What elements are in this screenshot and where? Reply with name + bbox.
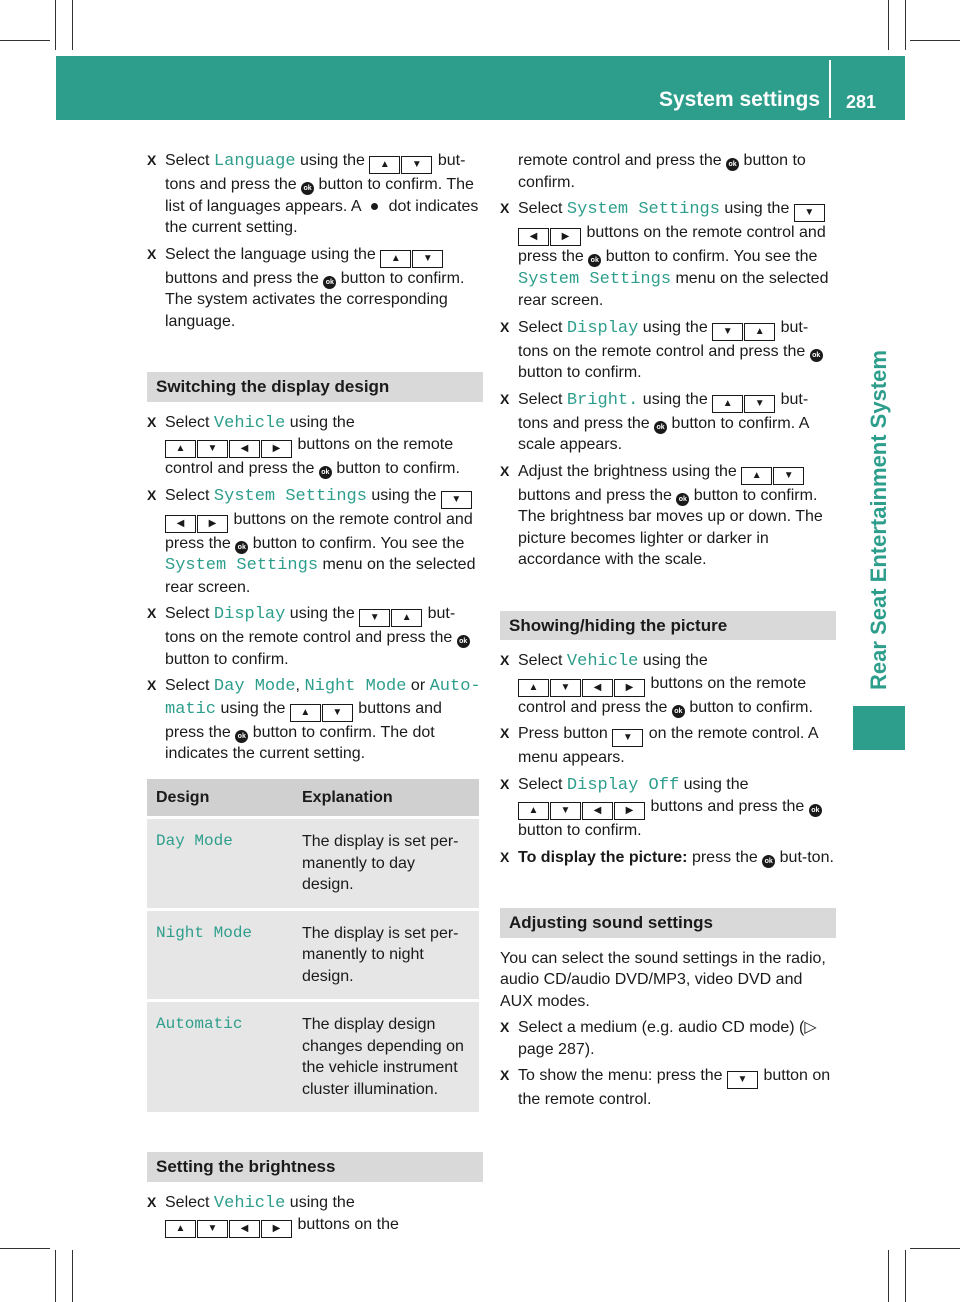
menu-item-brightness: Bright. — [566, 390, 639, 410]
instruction-step: X Select System Settings using the ▼◀ ▶ buttons on the remote control and press the ok button to confirm. You see the System Settings menu on the selected rear screen. — [500, 200, 829, 309]
left-button-icon: ◀ — [582, 679, 613, 697]
menu-item-system-settings: System Settings — [518, 269, 672, 289]
chapter-tab — [853, 706, 905, 750]
step-marker-icon: X — [500, 1019, 510, 1035]
crop-mark — [0, 40, 50, 41]
step-marker-icon: X — [500, 848, 510, 865]
ok-button-icon: ok — [654, 421, 667, 434]
right-button-icon: ▶ — [197, 515, 228, 533]
intro-paragraph: You can select the sound settings in the radio, audio CD/audio DVD/MP3, video DVD and AUX modes. — [500, 949, 826, 1010]
up-button-icon: ▲ — [165, 1220, 196, 1238]
instruction-step: X Select Display using the ▼ ▲ but-tons on the remote control and press the ok button to confirm. — [147, 603, 483, 670]
dot-icon — [371, 203, 378, 210]
instruction-step-continued: remote control and press the ok button to confirm. — [518, 152, 806, 191]
left-button-icon: ◀ — [582, 802, 613, 820]
left-button-icon: ◀ — [518, 228, 549, 246]
up-button-icon: ▲ — [369, 156, 400, 174]
ok-button-icon: ok — [809, 804, 822, 817]
step-marker-icon: X — [147, 413, 157, 430]
chapter-label: Rear Seat Entertainment System — [866, 350, 891, 690]
page-reference-link[interactable]: page 287). — [518, 1040, 595, 1058]
instruction-step: X Select Day Mode, Night Mode or Auto-matic using the ▲ ▼ buttons and press the ok button to confirm. The dot indicates the current setting. — [147, 677, 481, 762]
ok-button-icon: ok — [319, 466, 332, 479]
table-row — [147, 1001, 479, 1113]
display-design-table — [147, 779, 479, 1113]
step-marker-icon: X — [147, 1193, 157, 1210]
down-button-icon: ▼ — [712, 323, 743, 341]
right-button-icon: ▶ — [261, 440, 292, 458]
instruction-step: X To display the picture: press the ok but-ton. — [500, 847, 836, 869]
ok-button-icon: ok — [323, 276, 336, 289]
table-row — [147, 909, 479, 1001]
instruction-step: X Select Language using the ▲ ▼ but-tons and press the ok button to confirm. The list of languages appears. A dot indicates the current setting. — [147, 152, 479, 236]
up-button-icon: ▲ — [290, 704, 321, 722]
down-button-icon: ▼ — [794, 204, 825, 222]
page-title: System settings — [658, 88, 820, 111]
crop-mark — [72, 0, 73, 50]
table-cell-design: Automatic — [147, 1001, 293, 1113]
step-marker-icon: X — [147, 486, 157, 503]
up-button-icon: ▲ — [518, 802, 549, 820]
up-button-icon: ▲ — [712, 395, 743, 413]
instruction-step: X Select Vehicle using the ▲ ▼ ◀ ▶ buttons on the remote control and press the ok button to confirm. — [147, 413, 460, 477]
menu-item-vehicle: Vehicle — [213, 413, 286, 433]
crop-mark — [0, 1248, 50, 1249]
step-marker-icon: X — [147, 245, 157, 262]
ok-button-icon: ok — [235, 541, 248, 554]
menu-item-display: Display — [566, 318, 639, 338]
instruction-step: X Select Display Off using the ▲ ▼ ◀ ▶ buttons and press the ok button to confirm. — [500, 774, 836, 842]
ok-button-icon: ok — [588, 254, 601, 267]
left-button-icon: ◀ — [165, 515, 196, 533]
down-button-icon: ▼ — [550, 802, 581, 820]
down-button-icon: ▼ — [727, 1071, 758, 1089]
right-button-icon: ▶ — [614, 679, 645, 697]
crop-mark — [55, 1250, 56, 1302]
page-reference-arrow-icon: ▷ — [804, 1019, 817, 1036]
step-marker-icon: X — [500, 318, 510, 335]
header-divider — [829, 60, 831, 118]
left-column — [147, 150, 483, 1243]
ok-button-icon: ok — [762, 855, 775, 868]
table-cell-explanation: The display is set per-manently to night design. — [293, 909, 479, 1001]
up-button-icon: ▲ — [741, 467, 772, 485]
menu-item-vehicle: Vehicle — [213, 1193, 286, 1213]
instruction-step: X To show the menu: press the ▼ button on the remote control. — [500, 1067, 831, 1108]
section-heading: Adjusting sound settings — [500, 908, 836, 938]
left-button-icon: ◀ — [229, 1220, 260, 1238]
ok-button-icon: ok — [726, 158, 739, 171]
section-heading: Setting the brightness — [147, 1152, 483, 1182]
crop-mark — [55, 0, 56, 50]
step-marker-icon: X — [500, 200, 510, 216]
ok-button-icon: ok — [672, 705, 685, 718]
down-button-icon: ▼ — [197, 1220, 228, 1238]
instruction-step: X Press button ▼ on the remote control. A menu appears. — [500, 725, 818, 766]
menu-item-display: Display — [213, 605, 286, 624]
down-button-icon: ▼ — [441, 491, 472, 509]
step-marker-icon: X — [147, 605, 157, 621]
table-cell-design: Night Mode — [147, 909, 293, 1001]
crop-mark — [888, 0, 889, 50]
table-cell-explanation: The display design changes depending on the vehicle instrument cluster illumination. — [293, 1001, 479, 1113]
step-marker-icon: X — [500, 1067, 510, 1083]
up-button-icon: ▲ — [744, 323, 775, 341]
instruction-step: X Select Vehicle using the ▲ ▼ ◀ ▶ buttons on the remote control and press the ok button to confirm. — [500, 652, 813, 716]
crop-mark — [888, 1250, 889, 1302]
menu-item-day-mode: Day Mode — [213, 677, 296, 696]
menu-item-system-settings: System Settings — [213, 486, 367, 506]
down-button-icon: ▼ — [359, 609, 390, 627]
right-button-icon: ▶ — [614, 802, 645, 820]
step-marker-icon: X — [147, 677, 157, 693]
table-row — [147, 818, 479, 910]
menu-item-system-settings: System Settings — [165, 556, 319, 575]
page-number: 281 — [846, 92, 877, 112]
ok-button-icon: ok — [301, 182, 314, 195]
ok-button-icon: ok — [676, 493, 689, 506]
crop-mark — [905, 1250, 906, 1302]
table-header-design: Design — [147, 779, 293, 818]
menu-item-system-settings: System Settings — [566, 200, 720, 219]
down-button-icon: ▼ — [197, 440, 228, 458]
crop-mark — [905, 0, 906, 50]
down-button-icon: ▼ — [550, 679, 581, 697]
left-button-icon: ◀ — [229, 440, 260, 458]
step-marker-icon: X — [500, 775, 510, 792]
menu-item-night-mode: Night Mode — [304, 677, 407, 696]
right-button-icon: ▶ — [261, 1220, 292, 1238]
down-button-icon: ▼ — [612, 729, 643, 747]
step-marker-icon: X — [147, 152, 157, 168]
instruction-step: X Select Bright. using the ▲ ▼ but-tons and press the ok button to confirm. A scale appears. — [500, 390, 809, 453]
ok-button-icon: ok — [810, 349, 823, 362]
instruction-step: X Select Display using the ▼ ▲ but-tons on the remote control and press the ok button to confirm. — [500, 317, 836, 384]
crop-mark — [910, 40, 960, 41]
instruction-step: X Select Vehicle using the ▲ ▼ ◀ ▶ buttons on the — [147, 1192, 483, 1239]
right-column — [500, 150, 836, 1116]
table-cell-design: Day Mode — [147, 818, 293, 910]
up-button-icon: ▲ — [380, 250, 411, 268]
crop-mark — [910, 1248, 960, 1249]
down-button-icon: ▼ — [322, 704, 353, 722]
right-button-icon: ▶ — [550, 228, 581, 246]
up-button-icon: ▲ — [165, 440, 196, 458]
step-marker-icon: X — [500, 725, 510, 741]
step-marker-icon: X — [500, 462, 510, 479]
instruction-step: X Adjust the brightness using the ▲ ▼ buttons and press the ok button to confirm. The brightness bar moves up or down. The picture becomes lighter or darker in accordance with the scale. — [500, 462, 823, 568]
down-button-icon: ▼ — [412, 250, 443, 268]
instruction-step: X Select a medium (e.g. audio CD mode) (▷ page 287). — [500, 1019, 817, 1058]
up-button-icon: ▲ — [391, 609, 422, 627]
table-cell-explanation: The display is set per-manently to day design. — [293, 818, 479, 910]
crop-mark — [72, 1250, 73, 1302]
menu-item-display-off: Display Off — [566, 775, 680, 795]
ok-button-icon: ok — [457, 635, 470, 648]
instruction-step: X Select System Settings using the ▼◀ ▶ buttons on the remote control and press the ok button to confirm. You see the System Settings menu on the selected rear screen. — [147, 486, 476, 596]
section-heading: Showing/hiding the picture — [500, 611, 836, 641]
section-heading: Switching the display design — [147, 372, 483, 402]
up-button-icon: ▲ — [518, 679, 549, 697]
down-button-icon: ▼ — [401, 156, 432, 174]
menu-item-language: Language — [213, 152, 296, 171]
instruction-step: X Select the language using the ▲ ▼ buttons and press the ok button to confirm. The system activates the corresponding language. — [147, 245, 465, 330]
step-marker-icon: X — [500, 390, 510, 407]
down-button-icon: ▼ — [773, 467, 804, 485]
menu-item-vehicle: Vehicle — [566, 652, 639, 671]
step-marker-icon: X — [500, 652, 510, 668]
menu-item-automatic: Auto-matic — [165, 677, 481, 719]
down-button-icon: ▼ — [744, 395, 775, 413]
ok-button-icon: ok — [235, 730, 248, 743]
table-header-explanation: Explanation — [293, 779, 479, 818]
